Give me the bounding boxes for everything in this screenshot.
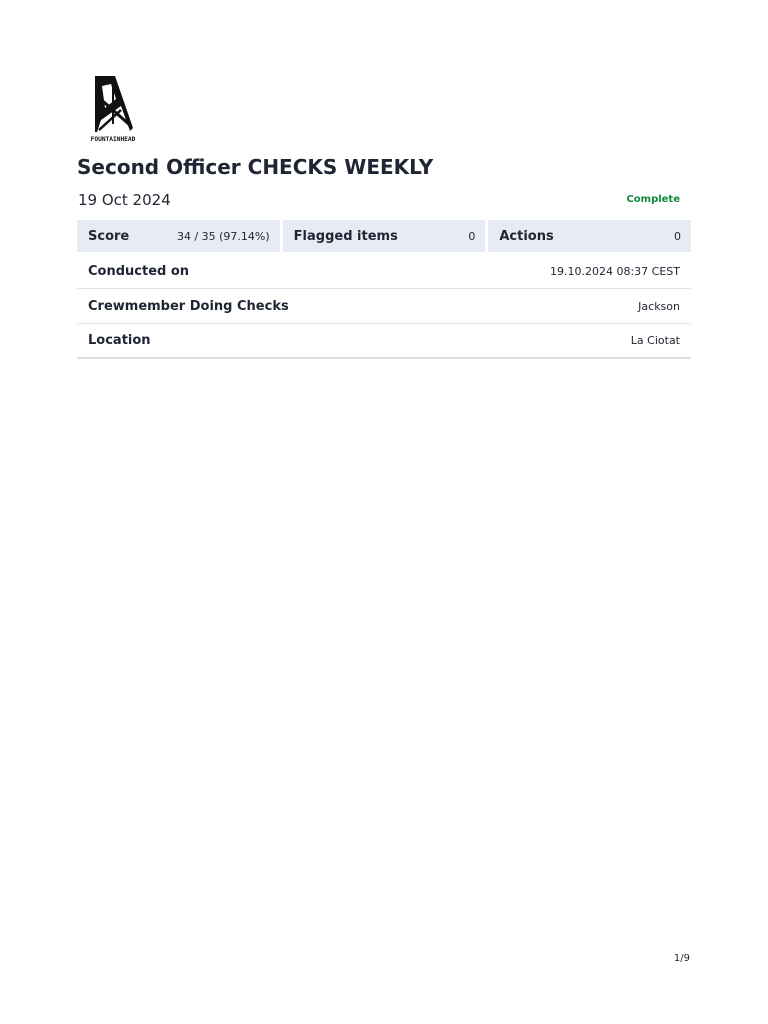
detail-row-conducted-on [77,254,691,289]
score-label: Score [88,228,130,244]
detail-value: La Ciotat [630,334,680,347]
actions-cell [488,220,691,252]
report-date: 19 Oct 2024 [78,191,171,209]
status-badge: Complete [626,194,680,205]
detail-label: Conducted on [88,263,190,279]
actions-label: Actions [499,228,554,244]
detail-row-location [77,324,691,359]
flagged-items-label: Flagged items [293,228,398,244]
fountainhead-logo [91,74,135,142]
svg-text:FOUNTAINHEAD: FOUNTAINHEAD [91,136,135,142]
page-number: 1/9 [673,953,690,964]
detail-label: Location [88,333,151,348]
detail-label: Crewmember Doing Checks [88,298,289,314]
score-value: 34 / 35 (97.14%) [176,229,270,243]
detail-value: 19.10.2024 08:37 CEST [549,264,680,278]
score-cell [77,220,280,252]
detail-value: Jackson [638,299,680,313]
actions-value: 0 [674,229,682,243]
report-title: Second Officer CHECKS WEEKLY [77,155,434,179]
flagged-items-value: 0 [468,229,476,243]
detail-row-crewmember [77,289,691,324]
summary-bar [77,220,691,252]
details-table [77,254,691,359]
flagged-items-cell [283,220,486,252]
